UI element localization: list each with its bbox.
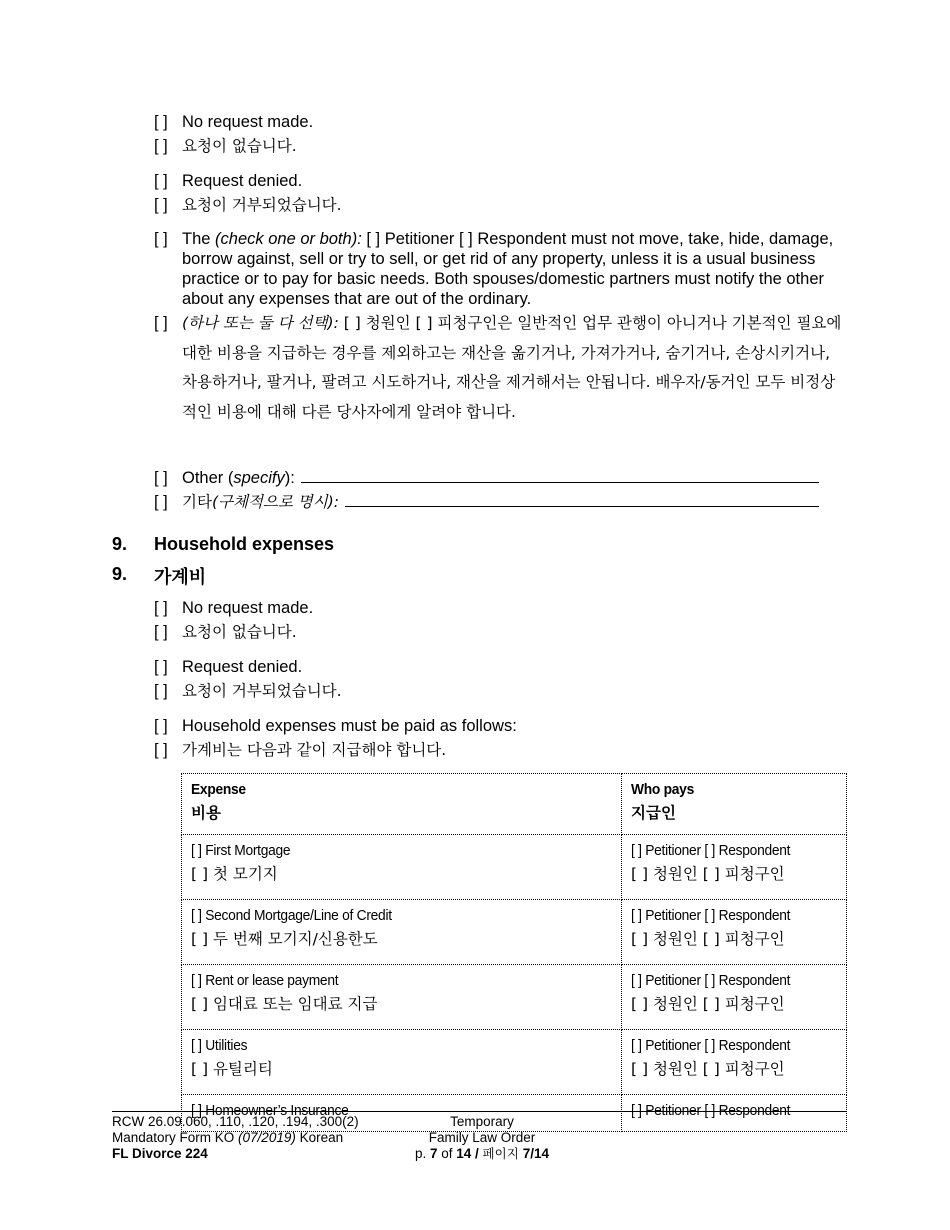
checkbox[interactable]: [ ] bbox=[154, 658, 168, 676]
section-number: 9. bbox=[112, 534, 128, 554]
footer-center bbox=[400, 1114, 564, 1162]
checkbox[interactable]: [ ] bbox=[154, 469, 168, 487]
household-expenses-table bbox=[181, 773, 847, 1132]
expense-cell[interactable] bbox=[182, 900, 622, 965]
other-option-en[interactable] bbox=[154, 466, 819, 488]
expense-cell[interactable] bbox=[182, 1030, 622, 1095]
expense-ko: [ ] 첫 모기지 bbox=[191, 865, 278, 883]
option-label: 기타 bbox=[182, 493, 212, 511]
paid-as-follows-option-ko[interactable] bbox=[154, 740, 446, 760]
who-pays-ko: [ ] 청원인 [ ] 피청구인 bbox=[631, 1060, 785, 1078]
checkbox[interactable]: [ ] bbox=[154, 623, 168, 641]
option-text: (하나 또는 둘 다 선택): [ ] 청원인 [ ] 피청구인은 일반적인 업무 관행이 아니거나 기본적인 필요에 대한 비용을 지급하는 경우를 제외하고는 재산을 옮기거나, 가져가거나, 숨기거나, 손상시키거나, 차용하거나, 팔거나, 팔려고 시도하거나, 재산을 제거해서는 안됩니다. 배우자/동거인 모두 비정상적인 비용에 대해 다른 당사자에게 알려야 합니다. bbox=[182, 314, 842, 421]
checkbox[interactable]: [ ] bbox=[154, 172, 168, 190]
who-pays-header-ko: 지급인 bbox=[631, 804, 676, 822]
expense-header-en: Expense bbox=[191, 781, 246, 798]
checkbox[interactable]: [ ] bbox=[154, 113, 168, 131]
no-request-option-en[interactable] bbox=[154, 112, 313, 132]
footer-left bbox=[112, 1114, 359, 1162]
checkbox[interactable]: [ ] bbox=[154, 717, 168, 735]
checkbox[interactable]: [ ] bbox=[154, 741, 168, 759]
footer-form: Mandatory Form KO (07/2019) Korean bbox=[112, 1130, 344, 1145]
footer-divider bbox=[112, 1111, 847, 1112]
who-pays-en: [ ] Petitioner [ ] Respondent bbox=[631, 842, 791, 859]
table-row bbox=[182, 835, 847, 900]
expense-ko: [ ] 임대료 또는 임대료 지급 bbox=[191, 995, 378, 1013]
checkbox[interactable]: [ ] bbox=[154, 196, 168, 214]
who-pays-header-cell bbox=[622, 774, 847, 835]
footer-title-1: Temporary bbox=[450, 1114, 514, 1129]
who-pays-header-en: Who pays bbox=[631, 781, 694, 798]
checkbox[interactable]: [ ] bbox=[154, 137, 168, 155]
option-label: Request denied. bbox=[182, 658, 303, 676]
table-header-row bbox=[182, 774, 847, 835]
option-label: 가계비는 다음과 같이 지급해야 합니다. bbox=[182, 741, 447, 759]
other-option-ko[interactable] bbox=[154, 490, 819, 512]
expense-ko: [ ] 두 번째 모기지/신용한도 bbox=[191, 930, 378, 948]
who-pays-cell[interactable] bbox=[622, 1095, 847, 1132]
expense-en: [ ] First Mortgage bbox=[191, 842, 291, 859]
footer-rcw: RCW 26.09.060, .110, .120, .194, .300(2) bbox=[112, 1114, 359, 1129]
table-row bbox=[182, 965, 847, 1030]
expense-en: [ ] Utilities bbox=[191, 1037, 248, 1054]
option-label-italic: (구체적으로 명시): bbox=[211, 493, 340, 511]
who-pays-en: [ ] Petitioner [ ] Respondent bbox=[631, 1037, 791, 1054]
checkbox[interactable]: [ ] bbox=[154, 493, 168, 511]
option-label: No request made. bbox=[182, 599, 314, 617]
footer-title-2: Family Law Order bbox=[428, 1130, 536, 1145]
other-specify-line[interactable] bbox=[345, 490, 819, 507]
section-title-ko: 가계비 bbox=[154, 567, 207, 588]
who-pays-en: [ ] Petitioner [ ] Respondent bbox=[631, 1102, 791, 1119]
expense-ko: [ ] 유틸리티 bbox=[191, 1060, 273, 1078]
section-title-en: Household expenses bbox=[154, 534, 335, 554]
denied-option-ko[interactable] bbox=[154, 681, 342, 701]
checkbox[interactable]: [ ] bbox=[154, 314, 168, 332]
who-pays-cell[interactable] bbox=[622, 835, 847, 900]
no-move-property-option-en[interactable] bbox=[154, 229, 844, 309]
no-request-option-ko[interactable] bbox=[154, 136, 297, 156]
no-request-option-en[interactable] bbox=[154, 598, 313, 618]
option-label: 요청이 없습니다. bbox=[182, 623, 297, 641]
who-pays-cell[interactable] bbox=[622, 900, 847, 965]
option-label: Household expenses must be paid as follows: bbox=[182, 717, 517, 735]
option-label: 요청이 없습니다. bbox=[182, 137, 297, 155]
who-pays-ko: [ ] 청원인 [ ] 피청구인 bbox=[631, 995, 785, 1013]
who-pays-ko: [ ] 청원인 [ ] 피청구인 bbox=[631, 930, 785, 948]
section-number: 9. bbox=[112, 564, 128, 584]
table-row bbox=[182, 1030, 847, 1095]
who-pays-cell[interactable] bbox=[622, 965, 847, 1030]
denied-option-ko[interactable] bbox=[154, 195, 342, 215]
table-row bbox=[182, 900, 847, 965]
option-text: The (check one or both): [ ] Petitioner [ ] Respondent must not move, take, hide, damage, borrow against, sell or try to sell, or get rid of any property, unless it is a usual business practice or to pay for basic needs. Both spouses/domestic partners must notify the other about any expenses that are out of the ordinary. bbox=[182, 230, 834, 308]
who-pays-en: [ ] Petitioner [ ] Respondent bbox=[631, 907, 791, 924]
expense-cell[interactable] bbox=[182, 835, 622, 900]
other-specify-line[interactable] bbox=[301, 466, 819, 483]
expense-en: [ ] Second Mortgage/Line of Credit bbox=[191, 907, 392, 924]
expense-header-cell bbox=[182, 774, 622, 835]
expense-en: [ ] Homeowner’s Insurance bbox=[191, 1102, 349, 1119]
denied-option-en[interactable] bbox=[154, 171, 302, 191]
option-label: 요청이 거부되었습니다. bbox=[182, 682, 342, 700]
expense-cell[interactable] bbox=[182, 965, 622, 1030]
who-pays-ko: [ ] 청원인 [ ] 피청구인 bbox=[631, 865, 785, 883]
option-label: Request denied. bbox=[182, 172, 303, 190]
checkbox[interactable]: [ ] bbox=[154, 230, 168, 248]
footer-form-id: FL Divorce 224 bbox=[112, 1146, 208, 1161]
expense-header-ko: 비용 bbox=[191, 804, 221, 822]
no-move-property-option-ko[interactable] bbox=[154, 309, 844, 427]
checkbox[interactable]: [ ] bbox=[154, 599, 168, 617]
option-label-italic: specify bbox=[233, 469, 285, 487]
denied-option-en[interactable] bbox=[154, 657, 302, 677]
option-label: Other ( bbox=[182, 469, 234, 487]
no-request-option-ko[interactable] bbox=[154, 622, 297, 642]
option-label: 요청이 거부되었습니다. bbox=[182, 196, 342, 214]
checkbox[interactable]: [ ] bbox=[154, 682, 168, 700]
expense-en: [ ] Rent or lease payment bbox=[191, 972, 339, 989]
who-pays-cell[interactable] bbox=[622, 1030, 847, 1095]
option-label: No request made. bbox=[182, 113, 314, 131]
option-label-end: ): bbox=[284, 469, 295, 487]
who-pays-en: [ ] Petitioner [ ] Respondent bbox=[631, 972, 791, 989]
paid-as-follows-option-en[interactable] bbox=[154, 716, 517, 736]
footer-page-number: p. 7 of 14 / 페이지 7/14 bbox=[414, 1146, 550, 1161]
